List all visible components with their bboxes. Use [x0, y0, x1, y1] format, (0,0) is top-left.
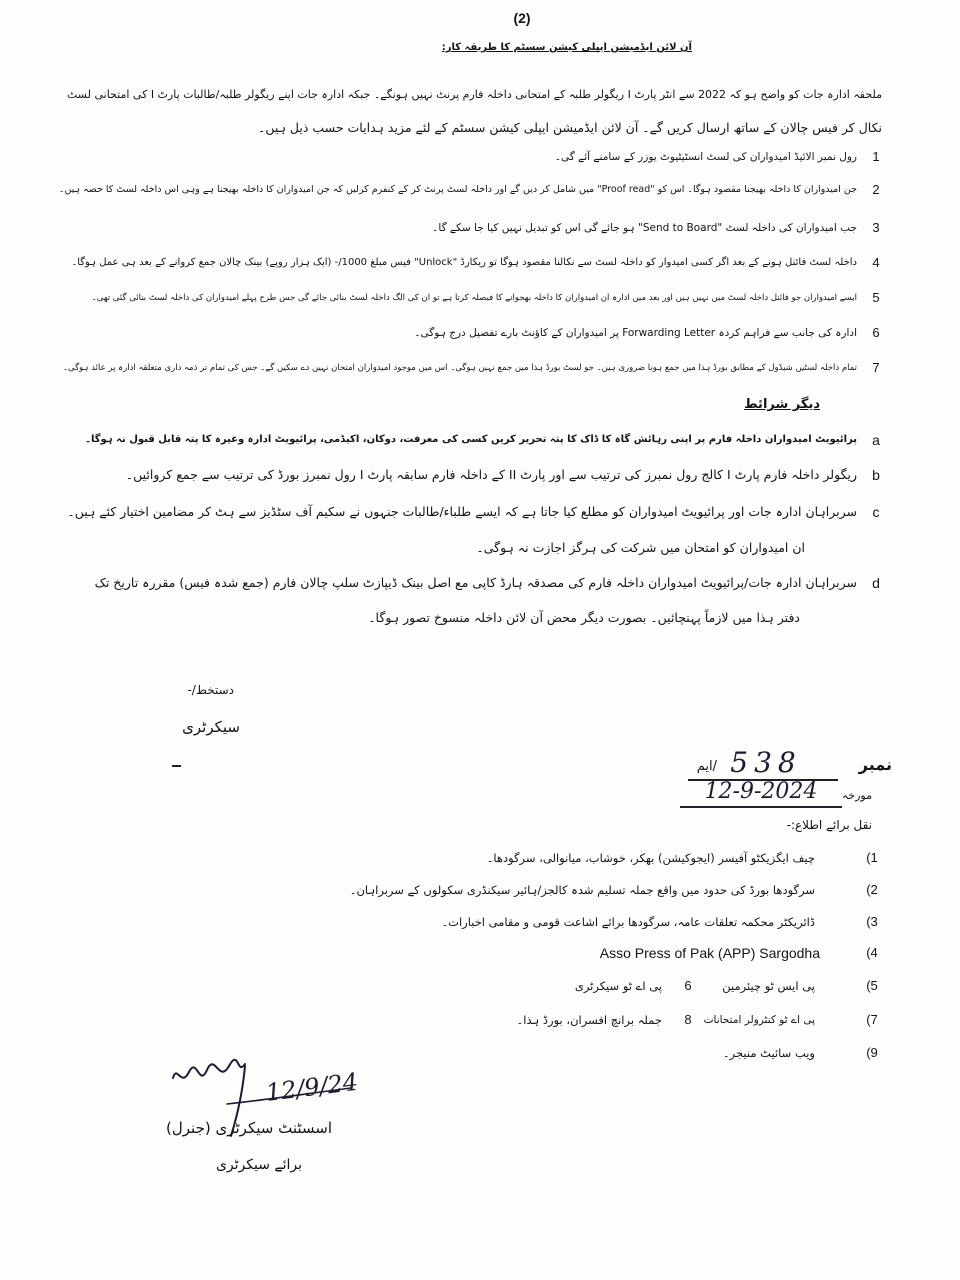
instruction-item — [0, 288, 960, 308]
copy-text: ڈائریکٹر محکمہ تعلقات عامہ، سرگودھا برائے اشاعت قومی و مقامی اخبارات۔ — [441, 915, 815, 929]
date-label: مورخہ — [841, 789, 872, 802]
date-value: 12-9-2024 — [704, 779, 818, 804]
reference-number-suffix: /ایم — [696, 759, 717, 774]
instruction-text: جب امیدواران کی داخلہ لسٹ "Send to Board" ہو جائے گی اس کو تبدیل نہیں کیا جا سکے گا۔ — [432, 222, 857, 234]
instruction-number: 6 — [872, 325, 880, 340]
copy-text: پی ایس ٹو چیئرمین — [722, 979, 815, 993]
copy-text: چیف ایگزیکٹو آفیسر (ایجوکیشن) بھکر، خوشاب، میانوالی، سرگودھا۔ — [486, 851, 815, 865]
footer-designation: اسسٹنٹ سیکرٹری (جنرل) — [166, 1119, 332, 1137]
instruction-number: 5 — [872, 290, 880, 305]
condition-letter: b — [872, 467, 880, 483]
instruction-text: جن امیدواران کا داخلہ بھیجنا مقصود ہوگا۔ اس کو "Proof read" میں شامل کر دیں گے اور داخلہ لسٹ پرنٹ کر کے کنفرم کرلیں کہ جن امیدواران کا داخلہ بھیجنا ہے وہی اس داخلہ لسٹ کا حصہ ہیں۔ — [58, 184, 857, 195]
instruction-number: 4 — [872, 255, 880, 270]
footer-on-behalf: برائے سیکرٹری — [215, 1157, 302, 1173]
copies-heading: نقل برائے اطلاع:- — [786, 818, 872, 832]
condition-text: سربراہان ادارہ جات/پرائیویٹ امیدواران داخلہ فارم کی مصدقہ ہارڈ کاپی مع اصل بینک ڈیپازٹ سلپ چالان فارم (جمع شدہ فیس) مقررہ تاریخ تک — [94, 575, 857, 590]
condition-text: پرائیویٹ امیدواران داخلہ فارم پر اپنی رہائش گاہ کا ڈاک کا پتہ تحریر کریں کسی کی معرفت، دوکان، اکیڈمی، پرائیویٹ ادارہ وغیرہ کا پتہ قابل قبول نہ ہوگا۔ — [85, 434, 857, 445]
copy-text: Asso Press of Pak (APP) Sargodha — [599, 945, 820, 961]
copy-item — [0, 911, 960, 933]
instruction-text: ایسے امیدواران جو فائنل داخلہ لسٹ میں نہیں ہیں اور بعد میں ادارہ ان امیدواران کا داخلہ بھجوانے کا فیصلہ کرتا ہے تو ان کی الگ داخلہ لسٹ بنائی جائے گی جس طرح پہلے امیدواران کی داخلہ لسٹ بنائی گئی تھی۔ — [91, 293, 857, 303]
copy-number: (4 — [866, 945, 878, 960]
copy-number: 8 — [684, 1012, 692, 1027]
intro-line: ملحقہ ادارہ جات کو واضح ہو کہ 2022 سے انٹر پارٹ I ریگولر طلبہ کے امتحانی داخلہ فارم پرنٹ نہیں ہونگے۔ جبکہ ادارہ جات اپنے ریگولر طلبہ/طالبات پارٹ I کی امتحانی لسٹ — [67, 88, 882, 101]
copy-text: جملہ برانچ افسران، بورڈ ہذا۔ — [516, 1013, 662, 1027]
instruction-number: 3 — [872, 220, 880, 235]
instruction-text: رول نمبر الائیڈ امیدواران کی لسٹ انسٹیٹیوٹ یوزر کے سامنے آئے گی۔ — [554, 151, 857, 163]
copy-text: سرگودھا بورڈ کی حدود میں واقع جملہ تسلیم شدہ کالجز/ہائیر سیکنڈری سکولوں کے سربراہان۔ — [349, 883, 815, 897]
copy-item — [0, 1042, 960, 1064]
condition-letter: a — [872, 432, 880, 448]
condition-item — [0, 429, 960, 451]
copy-item — [0, 942, 960, 964]
copy-number: (7 — [866, 1012, 878, 1027]
condition-item — [0, 501, 960, 559]
condition-text-continuation: ان امیدواران کو امتحان میں شرکت کی ہرگز اجازت نہ ہوگی۔ — [476, 540, 805, 555]
reference-number-label: نمبر — [858, 755, 892, 774]
instruction-number: 2 — [872, 182, 880, 197]
instruction-item — [0, 358, 960, 378]
condition-text: سربراہان ادارہ جات اور پرائیویٹ امیدواران کو مطلع کیا جاتا ہے کہ ایسے طلباء/طالبات جنہوں نے سکیم آف سٹڈیز سے ہٹ کر مضامین اختیار کئے ہیں۔ — [67, 504, 857, 519]
copy-item — [0, 1009, 960, 1031]
instruction-item — [0, 323, 960, 343]
copy-item — [0, 847, 960, 869]
page-number: (2) — [513, 10, 531, 26]
copy-text: ویب سائیٹ منیجر۔ — [722, 1046, 815, 1060]
reference-number: 538 — [730, 746, 802, 779]
instruction-text: ادارہ کی جانب سے فراہم کردہ Forwarding Letter پر امیدواران کے کاؤنٹ بارے تفصیل درج ہوگی۔ — [414, 327, 857, 339]
copy-number: (5 — [866, 978, 878, 993]
condition-text-continuation: دفتر ہذا میں لازماً پہنچائیں۔ بصورت دیگر محض آن لائن داخلہ منسوخ تصور ہوگا۔ — [368, 610, 800, 625]
copy-number: (2 — [866, 882, 878, 897]
copy-number: (1 — [866, 850, 878, 865]
conditions-heading: دیگر شرائط — [744, 397, 820, 412]
signature-mark: دستخط/- — [187, 683, 234, 697]
margin-mark — [172, 765, 181, 767]
copy-number: 6 — [684, 978, 692, 993]
signature-designation: سیکرٹری — [182, 718, 240, 736]
document-title: آن لائن ایڈمیشن ایپلی کیشن سسٹم کا طریقہ کار: — [442, 42, 692, 53]
instruction-item — [0, 253, 960, 273]
copy-text: پی اے ٹو کنٹرولر امتحانات — [703, 1014, 815, 1026]
instruction-number: 7 — [872, 360, 880, 375]
condition-item — [0, 464, 960, 486]
footer-handwritten-date: 12/9/24 — [264, 1067, 360, 1107]
instruction-number: 1 — [872, 149, 880, 164]
copy-number: (9 — [866, 1045, 878, 1060]
instruction-item — [0, 147, 960, 167]
copy-text: پی اے ٹو سیکرٹری — [574, 979, 662, 993]
instruction-item — [0, 180, 960, 200]
condition-letter: c — [872, 504, 880, 520]
copy-item — [0, 879, 960, 901]
instruction-text: تمام داخلہ لسٹیں شیڈول کے مطابق بورڈ ہذا میں جمع ہونا ضروری ہیں۔ جو لسٹ بورڈ ہذا میں جمع نہیں ہوگی۔ اس میں موجود امیدواران امتحان نہیں دے سکیں گے۔ جس کی تمام تر ذمہ داری متعلقہ ادارہ پر عائد ہوگی۔ — [63, 363, 857, 373]
date-underline — [680, 806, 842, 808]
copy-number: (3 — [866, 914, 878, 929]
instruction-text: داخلہ لسٹ فائنل ہونے کے بعد اگر کسی امیدوار کو داخلہ لسٹ سے نکالنا مقصود ہوگا تو ریکارڈ "Unlock" فیس مبلغ 1000/- (ایک ہزار روپے) بینک چالان جمع کروانے کے بعد ہی عمل ہوگا۔ — [71, 257, 857, 268]
copy-item — [0, 975, 960, 997]
intro-line: نکال کر فیس چالان کے ساتھ ارسال کریں گے۔ آن لائن ایڈمیشن ایپلی کیشن سسٹم کے لئے مزید ہدایات حسب ذیل ہیں۔ — [258, 120, 882, 135]
condition-item — [0, 572, 960, 630]
instruction-item — [0, 218, 960, 238]
condition-letter: d — [872, 575, 880, 591]
condition-text: ریگولر داخلہ فارم پارٹ I کالج رول نمبرز کی ترتیب سے اور پارٹ II کے داخلہ فارم سابقہ پارٹ I رول نمبرز بورڈ کی ترتیب سے جمع کروائیں۔ — [125, 467, 857, 482]
